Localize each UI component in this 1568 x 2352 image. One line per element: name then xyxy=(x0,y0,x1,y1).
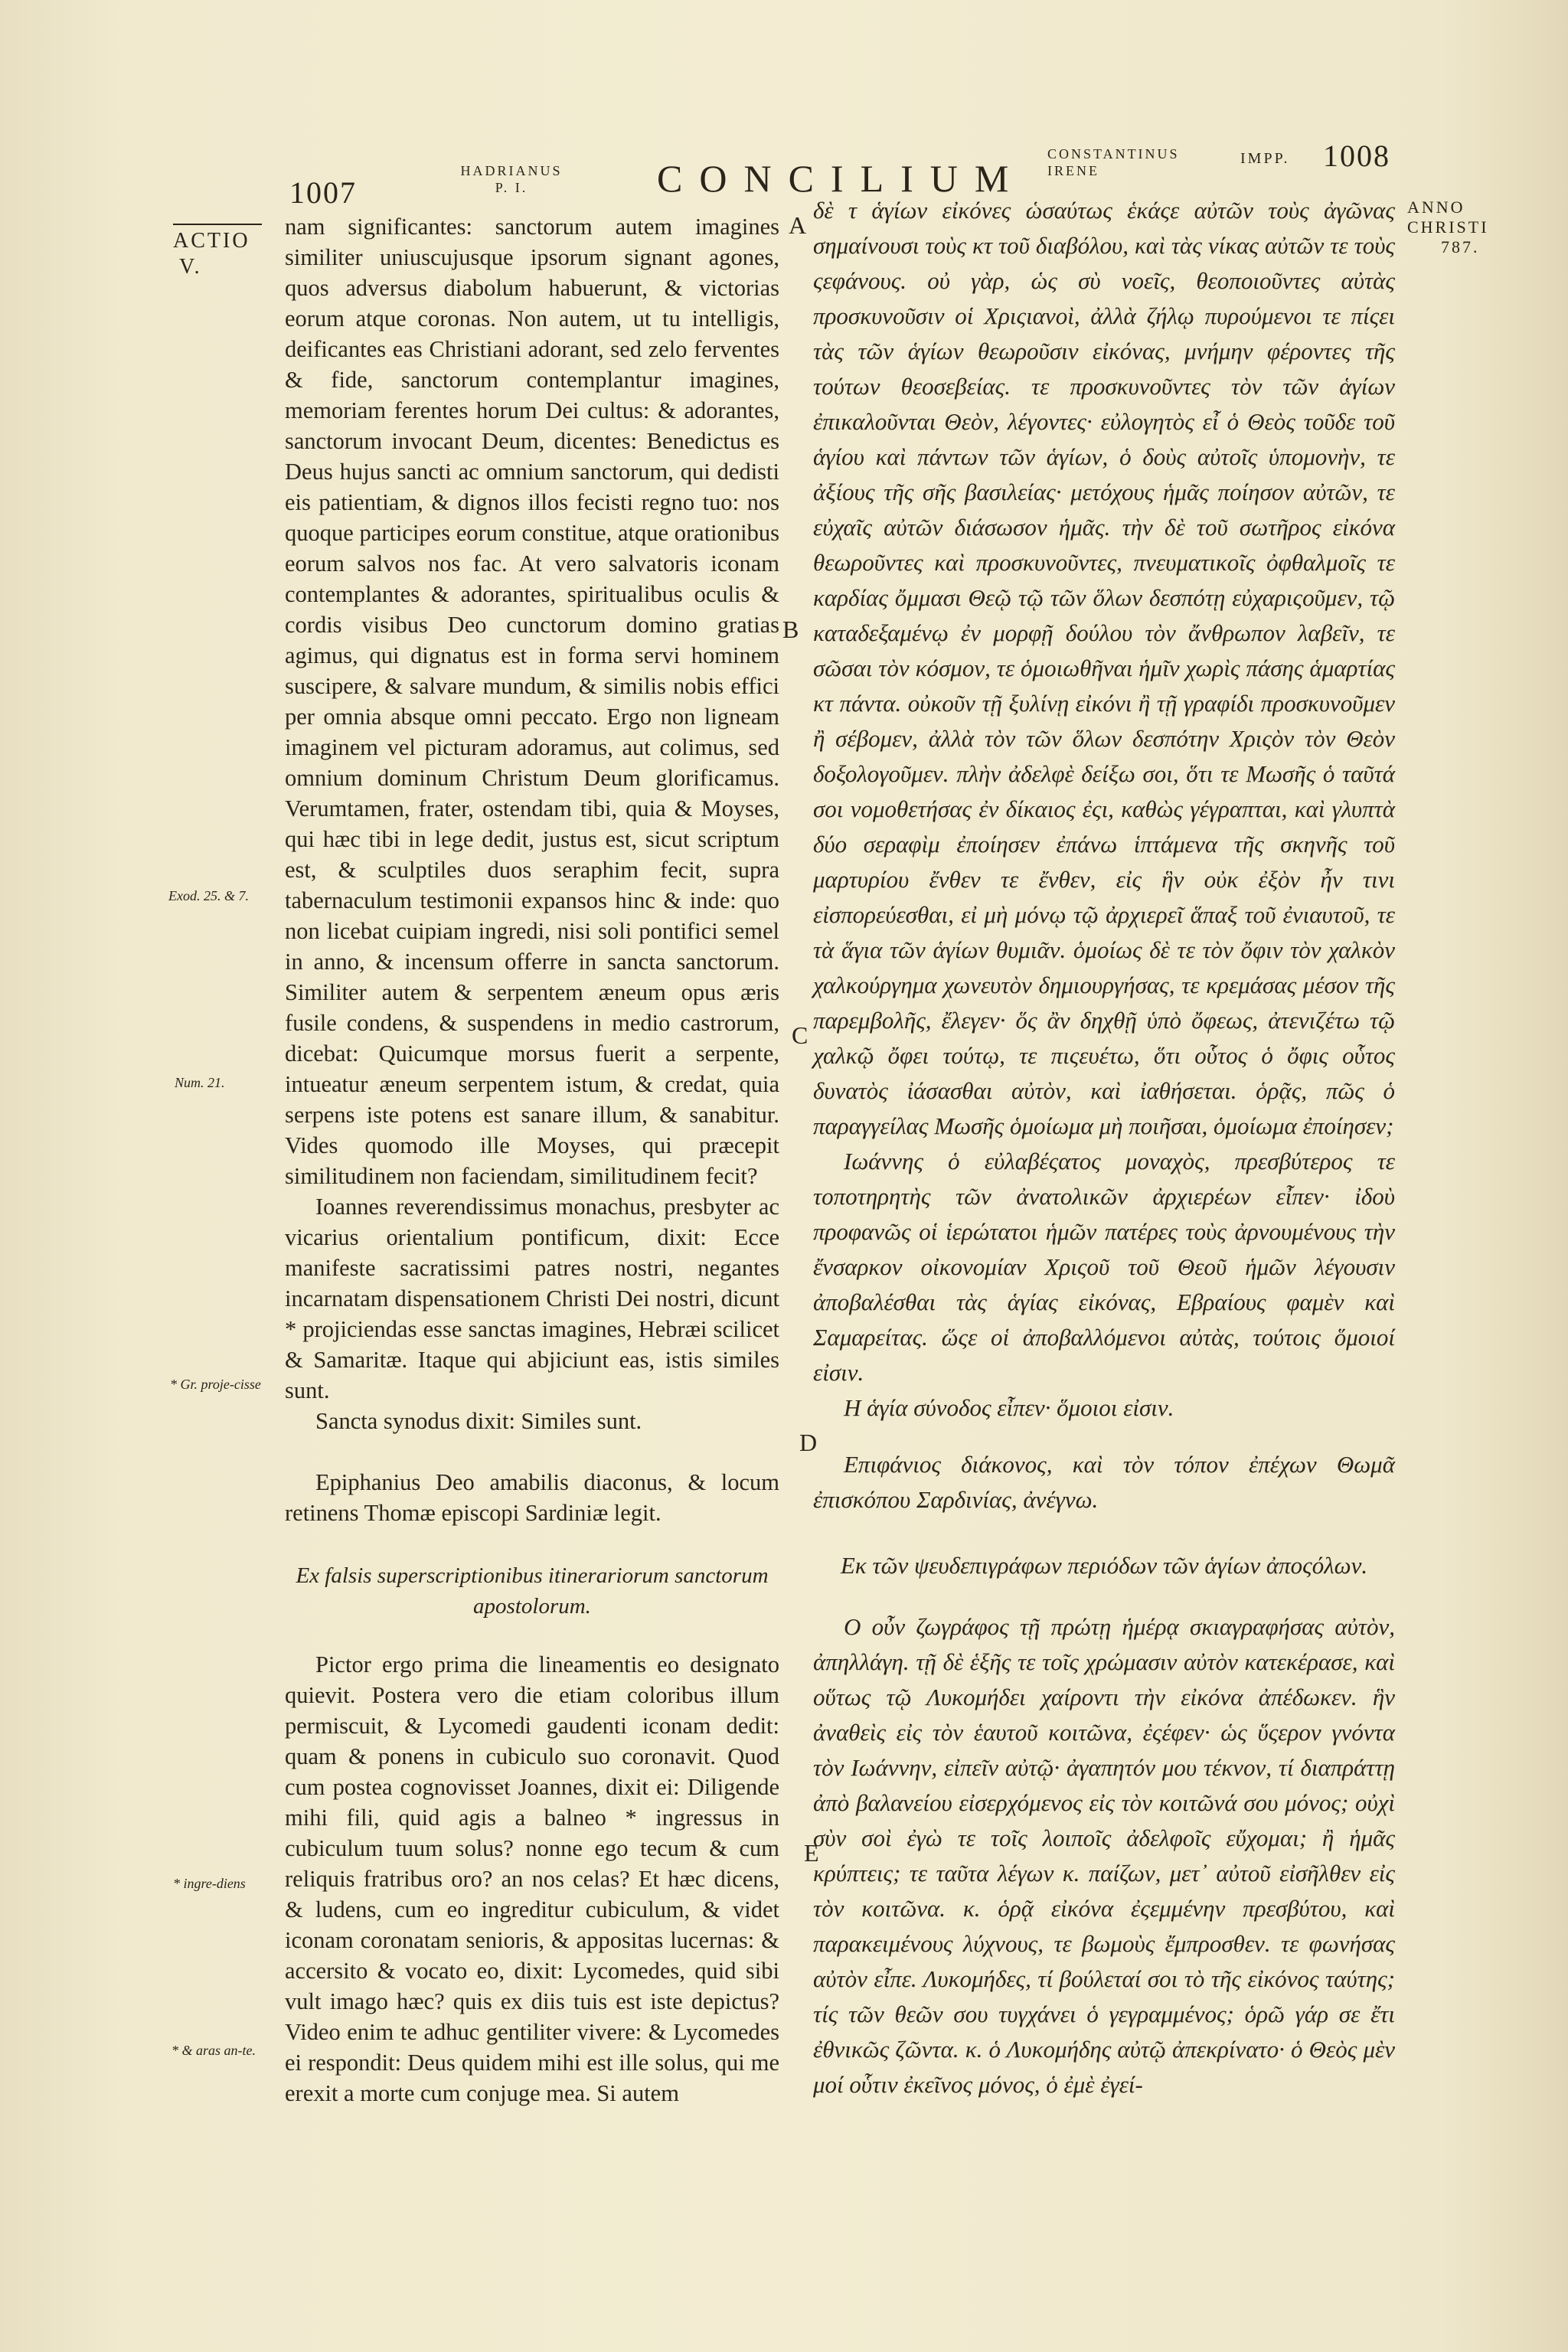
actio-number: V. xyxy=(179,255,202,279)
right-impp-label: IMPP. xyxy=(1240,150,1290,167)
section-letter-e: E xyxy=(804,1839,819,1867)
margin-note-projecisse: * Gr. proje-cisse xyxy=(170,1377,261,1392)
actio-label: ACTIO xyxy=(173,229,250,253)
margin-note-exodus: Exod. 25. & 7. xyxy=(168,888,249,903)
section-letter-a: A xyxy=(789,211,807,239)
latin-paragraph-2: Ioannes reverendissimus monachus, presbyter ac vicarius orientalium pontificum, dixit: Ecce manifeste sacratissimi patres nostri, negantes incarnatam dispensationem Christi Dei nostri, dicunt * projiciendas esse sanctas imagines, Hebræi scilicet & Samaritæ. Itaque qui abjiciunt eas, istis similes sunt. xyxy=(285,1194,779,1403)
right-emperor-names xyxy=(1047,145,1231,179)
left-page-number: 1007 xyxy=(289,175,357,210)
christi-label: CHRISTI xyxy=(1407,217,1489,237)
right-page-number: 1008 xyxy=(1323,139,1390,173)
greek-paragraph-3: Η ἁγία σύνοδος εἶπεν· ὅμοιοι εἰσιν. xyxy=(844,1394,1174,1421)
greek-column xyxy=(813,193,1395,2102)
running-title: CONCILIUM xyxy=(657,157,1026,200)
section-letter-d: D xyxy=(799,1429,818,1456)
latin-column xyxy=(285,211,779,2109)
latin-section-heading: Ex falsis superscriptionibus itinerariorum sanctorum apostolorum. xyxy=(296,1563,769,1619)
actio-rule xyxy=(173,224,262,225)
actio-marginal-head xyxy=(173,224,273,280)
greek-section-heading: Εκ τῶν ψευδεπιγράφων περιόδων τῶν ἁγίων ἀποςόλων. xyxy=(840,1552,1368,1579)
latin-paragraph-1: nam significantes: sanctorum autem imagines similiter uniuscujusque ipsorum signant agones, quos adversus diabolum habuerunt, & victorias eorum atque coronas. Non autem, ut tu intelligis, deificantes eas Christiani adorant, sed zelo ferventes & fide, sanctorum contemplantur imagines, memoriam ferentes horum Dei cultus: & adorantes, sanctorum invocant Deum, dicentes: Benedictus es Deus hujus sancti ac omnium sanctorum, qui dedisti eis patientiam, & dignos illos fecisti regno tuo: nos quoque participes eorum constitue, atque orationibus eorum salvos nos fac. At vero salvatoris iconam contemplantes & adorantes, spiritualibus oculis & cordis visibus Deo cunctorum domino gratias agimus, qui dignatus est in forma servi hominem suscipere, & salvare mundum, & similis nobis effici per omnia absque omni peccato. Ergo non ligneam imaginem vel picturam adoramus, aut colimus, sed omnium dominum Christum Deum glorificamus. Verumtamen, frater, ostendam tibi, quia & Moyses, qui hæc tibi in lege dedit, justus est, sicut scriptum est, & sculptiles duos seraphim fecit, supra tabernaculum testimonii expansos hinc & inde: quo non licebat cuipiam ingredi, nisi soli pontifici semel in anno, & incensum offerre in sancta sanctorum. Similiter autem & serpentem æneum opus æris fusile condens, & suspendens in medio castrorum, dicebat: Quicumque morsus fuerit a serpente, intueatur æneum serpentem istum, & credat, quia serpens iste potens est sanare illum, & sanabitur. Vides quomodo ille Moyses, qui præcepit similitudinem non faciendam, similitudinem fecit? xyxy=(285,214,779,1189)
latin-paragraph-4: Epiphanius Deo amabilis diaconus, & locum retinens Thomæ episcopi Sardiniæ legit. xyxy=(285,1469,779,1526)
left-pope-name-line1: HADRIANUS xyxy=(460,163,563,178)
section-letter-c: C xyxy=(792,1021,808,1049)
section-letter-b: B xyxy=(782,616,799,643)
left-pope-name xyxy=(458,162,565,196)
right-emperor-name-line2: IRENE xyxy=(1047,163,1099,178)
right-emperor-name-line1: CONSTANTINUS xyxy=(1047,146,1180,162)
greek-paragraph-1: δὲ τ ἁγίων εἰκόνες ὡσαύτως ἑκάςε αὐτῶν τοὺς ἀγῶνας σημαίνουσι τοὺς κτ τοῦ διαβόλου, καὶ τὰς νίκας αὐτῶν τε τοὺς ςεφάνους. οὐ γὰρ, ὡς σὺ νοεῖς, θεοποιοῦντες αὐτὰς προσκυνοῦσιν οἱ Χριςιανοὶ, ἀλλὰ ζήλῳ πυρούμενοι τε πίςει τὰς τῶν ἁγίων θεωροῦσιν εἰκόνας, μνήμην φέροντες τῆς τούτων θεοσεβείας. τε προσκυνοῦντες τὸν τῶν ἁγίων ἐπικαλοῦνται Θεὸν, λέγοντες· εὐλογητὸς εἶ ὁ Θεὸς τοῦδε τοῦ ἁγίου καὶ πάντων τῶν ἁγίων, ὁ δοὺς αὐτοῖς ὑπομονὴν, τε ἀξίους τῆς σῆς βασιλείας· μετόχους ἡμᾶς ποίησον αὐτῶν, τε εὐχαῖς αὐτῶν διάσωσον ἡμᾶς. τὴν δὲ τοῦ σωτῆρος εἰκόνα θεωροῦντες καὶ προσκυνοῦντες, πνευματικοῖς ὀφθαλμοῖς τε καρδίας ὄμμασι Θεῷ τῷ τῶν ὅλων δεσπότῃ εὐχαριςοῦμεν, τῷ καταδεξαμένῳ ἐν μορφῇ δούλου τὸν ἄνθρωπον λαβεῖν, τε σῶσαι τὸν κόσμον, τε ὁμοιωθῆναι ἡμῖν χωρὶς πάσης ἁμαρτίας κτ πάντα. οὐκοῦν τῇ ξυλίνῃ εἰκόνι ἢ τῇ γραφίδι προσκυνοῦμεν ἢ σέβομεν, ἀλλὰ τὸν τῶν ὅλων δεσπότην Χριςὸν τὸν Θεὸν δοξολογοῦμεν. πλὴν ἀδελφὲ δείξω σοι, ὅτι τε Μωσῆς ὁ ταῦτά σοι νομοθετήσας ἐν δίκαιος ἐςι, καθὼς γέγραπται, καὶ γλυπτὰ δύο σεραφὶμ ἐποίησεν ἐπάνω ἱπτάμενα τῆς σκηνῆς τοῦ μαρτυρίου ἔνθεν τε ἔνθεν, εἰς ἣν οὐκ ἐξὸν ἦν τινι εἰσπορεύεσθαι, εἰ μὴ μόνῳ τῷ ἀρχιερεῖ ἅπαξ τοῦ ἐνιαυτοῦ, τε τὰ ἅγια τῶν ἁγίων θυμιᾶν. ὁμοίως δὲ τε τὸν ὄφιν τὸν χαλκὸν χαλκούργημα χωνευτὸν δημιουργήσας, τε κρεμάσας μέσον τῆς παρεμβολῆς, ἔλεγεν· ὅς ἂν δηχθῇ ὑπὸ ὄφεως, ἀτενιζέτω τῷ χαλκῷ ὄφει τούτῳ, τε πιςευέτω, ὅτι οὗτος ὁ ὄφις οὗτος δυνατὸς ἰάσασθαι αὐτὸν, καὶ ἰαθήσεται. ὁρᾷς, πῶς ὁ παραγγείλας Μωσῆς ὁμοίωμα μὴ ποιῆσαι, ὁμοίωμα ἐποίησεν; xyxy=(813,197,1395,1139)
greek-paragraph-5: Ο οὖν ζωγράφος τῇ πρώτῃ ἡμέρᾳ σκιαγραφήσας αὐτὸν, ἀπηλλάγη. τῇ δὲ ἑξῆς τε τοῖς χρώμασιν αὐτὸν κατεκέρασε, καὶ οὕτως τῷ Λυκομήδει χαίροντι τὴν εἰκόνα ἀπέδωκεν. ἣν ἀναθεὶς εἰς τὸν ἑαυτοῦ κοιτῶνα, ἐςέφεν· ὡς ὕςερον γνόντα τὸν Ιωάννην, εἰπεῖν αὐτῷ· ἀγαπητόν μου τέκνον, τί διαπράττῃ ἀπὸ βαλανείου εἰσερχόμενος εἰς τὸν κοιτῶνά σου μόνος; οὐχὶ σὺν σοὶ ἐγὼ τε τοῖς λοιποῖς ἀδελφοῖς εὔχομαι; ἢ ἡμᾶς κρύπτεις; τε ταῦτα λέγων κ. παίζων, μετ᾽ αὐτοῦ εἰσῆλθεν εἰς τὸν κοιτῶνα. κ. ὁρᾷ εἰκόνα ἐςεμμένην πρεσβύτου, καὶ παρακειμένους λύχνους, τε βωμοὺς ἔμπροσθεν. τε φωνήσας αὐτὸν εἶπε. Λυκομήδες, τί βούλεταί σοι τὸ τῆς εἰκόνος ταύτης; τίς τῶν θεῶν σου τυγχάνει ὁ γεγραμμένος; ὁρῶ γάρ σε ἔτι ἐθνικῶς ζῶντα. κ. ὁ Λυκομήδης αὐτῷ ἀπεκρίνατο· ὁ Θεὸς μὲν μοί οὗτιν ἐκεῖνος μόνος, ὁ ἐμὲ ἐγεί- xyxy=(813,1613,1395,2098)
margin-note-aras: * & aras an-te. xyxy=(172,2043,256,2058)
greek-paragraph-2: Ιωάννης ὁ εὐλαβέςατος μοναχὸς, πρεσβύτερος τε τοποτηρητὴς τῶν ἀνατολικῶν ἀρχιερέων εἶπεν· ἰδοὺ προφανῶς οἱ ἱερώτατοι ἡμῶν πατέρες τοὺς ἀρνουμένους τὴν ἔνσαρκον οἰκονομίαν Χριςοῦ τοῦ Θεοῦ ἡμῶν λέγουσιν ἀποβαλέσθαι τὰς ἁγίας εἰκόνας, Εβραίους φαμὲν καὶ Σαμαρείτας. ὥςε οἱ ἀποβαλλόμενοι αὐτὰς, τούτοις ὅμοιοί εἰσιν. xyxy=(813,1148,1395,1386)
anno-marginal-head xyxy=(1407,198,1537,257)
greek-paragraph-4: Επιφάνιος διάκονος, καὶ τὸν τόπον ἐπέχων Θωμᾶ ἐπισκόπου Σαρδινίας, ἀνέγνω. xyxy=(813,1451,1395,1513)
latin-paragraph-5: Pictor ergo prima die lineamentis eo designato quievit. Postera vero die etiam coloribus illum permiscuit, & Lycomedi gaudenti iconam dedit: quam & ponens in cubiculo suo coronavit. Quod cum postea cognovisset Joannes, dixit ei: Diligende mihi fili, quid agis a balneo * ingressus in cubiculum tuum solus? nonne ego tecum & cum reliquis fratribus oro? an nos celas? Et hæc dicens, & ludens, cum eo ingreditur cubiculum, & videt iconam coronatam senioris, & appositas lucernas: & accersito & vocato eo, dixit: Lycomedes, quid sibi vult imago hæc? quis ex diis tuis est iste depictus? Video enim te adhuc gentiliter vivere: & Lycomedes ei respondit: Deus quidem mihi est ille solus, qui me erexit a morte cum conjuge mea. Si autem xyxy=(285,1651,779,2106)
year-label: 787. xyxy=(1441,237,1480,256)
margin-note-ingrediens: * ingre-diens xyxy=(173,1876,246,1891)
left-pope-name-line2: P. I. xyxy=(495,180,528,195)
anno-label: ANNO xyxy=(1407,198,1465,217)
latin-paragraph-3: Sancta synodus dixit: Similes sunt. xyxy=(315,1408,642,1434)
margin-note-numbers: Num. 21. xyxy=(175,1075,225,1090)
